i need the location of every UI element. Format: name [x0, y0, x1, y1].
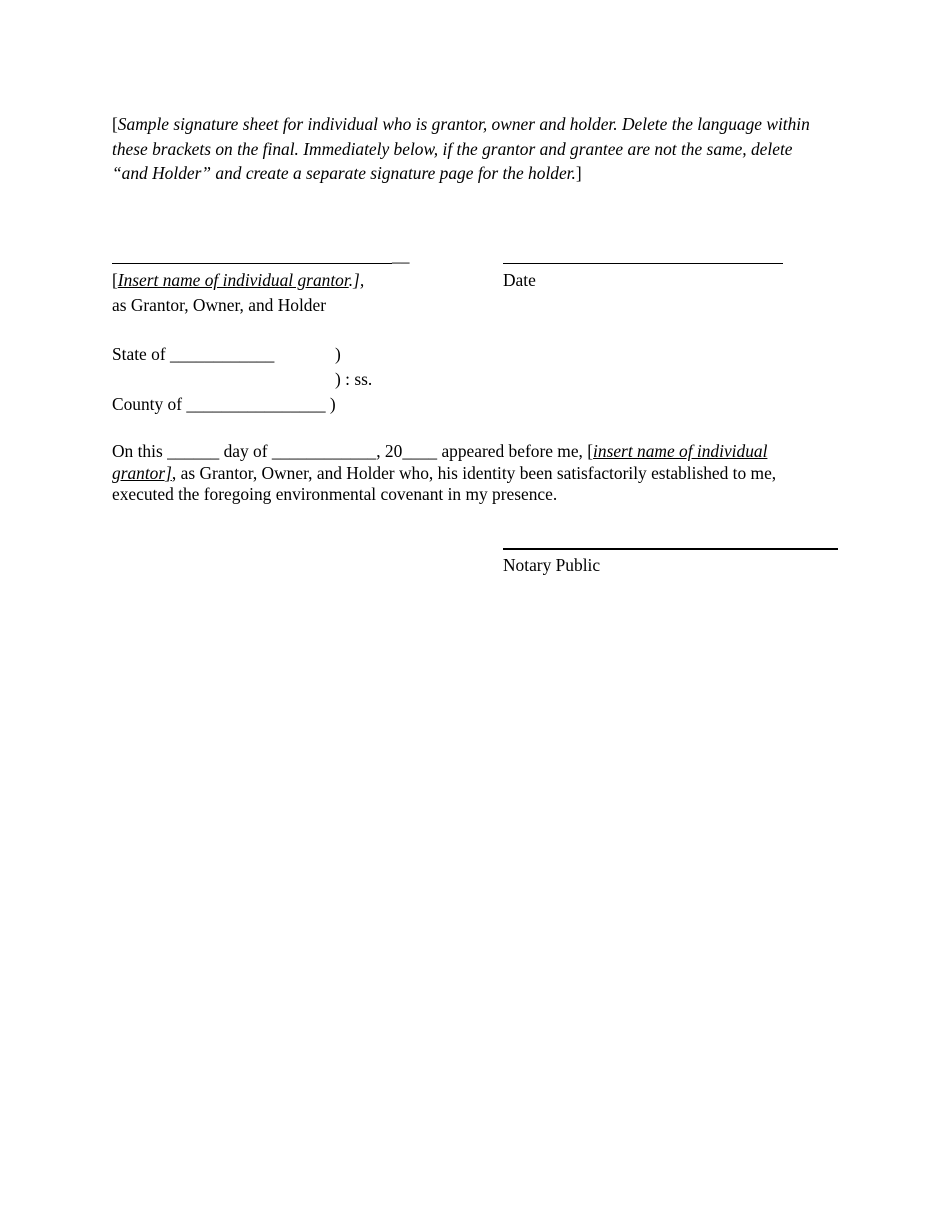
grantor-name-open: [	[112, 270, 118, 290]
date-line[interactable]	[503, 263, 783, 264]
grantor-name	[112, 269, 364, 291]
acknowledgment-lead: On this ______ day of ____________, 20____ appeared before me, [	[112, 441, 594, 461]
notary-signature-line[interactable]	[503, 548, 838, 550]
grantor-signature-line[interactable]	[112, 263, 392, 264]
county-of-field: County of ________________ )	[112, 394, 336, 414]
grantor-name-placeholder: Insert name of individual grantor	[117, 270, 349, 290]
grantor-name-close: .],	[348, 270, 365, 290]
acknowledgment-tail: , as Grantor, Owner, and Holder who, his identity been satisfactorily established to me, executed the foregoing environmental covenant in my presence.	[112, 462, 777, 504]
grantor-signature-trail: __	[392, 245, 410, 265]
instruction-close-bracket: ]	[575, 163, 582, 183]
instruction-open-bracket: [	[112, 114, 118, 134]
ss-line: ) : ss.	[335, 369, 373, 389]
date-label: Date	[503, 270, 536, 290]
acknowledgment-placeholder: insert name of individual grantor]	[112, 441, 768, 483]
instruction-note	[112, 112, 832, 186]
instruction-text: Sample signature sheet for individual who is grantor, owner and holder. Delete the language within these brackets on the final. Immediately below, if the grantor and grantee are not the same, delete “and Holder” and create a separate signature page for the holder.	[112, 114, 810, 183]
grantor-role: as Grantor, Owner, and Holder	[112, 295, 326, 315]
state-of-field: State of ____________	[112, 344, 275, 364]
state-paren: )	[335, 344, 341, 364]
notary-label: Notary Public	[503, 555, 601, 575]
acknowledgment-paragraph	[112, 441, 832, 506]
